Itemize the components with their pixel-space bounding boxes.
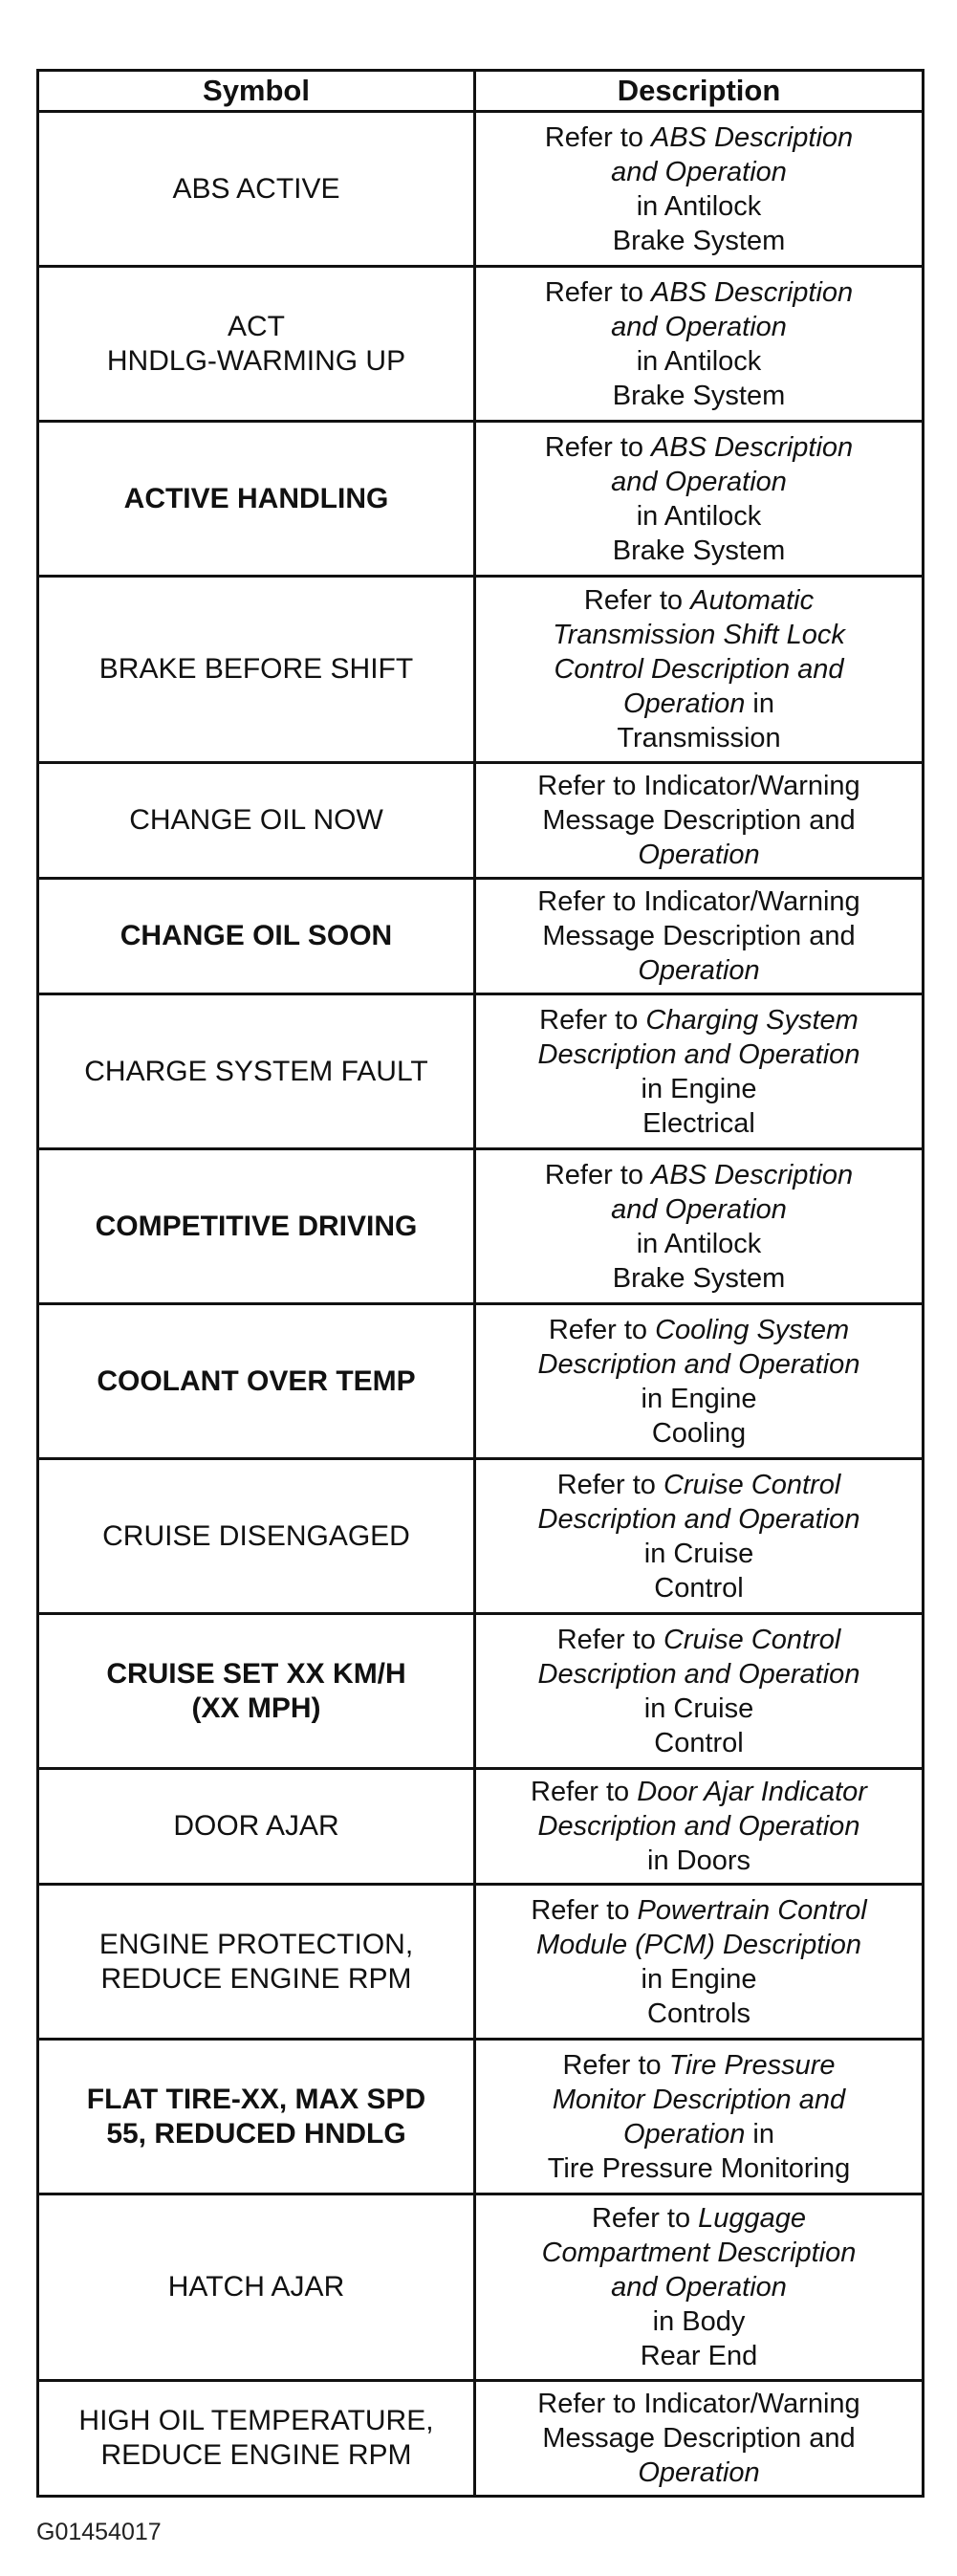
description-text: Refer to xyxy=(562,2049,669,2081)
table-row xyxy=(38,1614,924,1769)
description-cell xyxy=(475,763,924,879)
symbol-text: CHARGE SYSTEM FAULT xyxy=(84,1055,428,1087)
description-text: Description and Operation xyxy=(537,1503,860,1535)
description-text: Operation xyxy=(623,2118,746,2150)
description-text: and Operation xyxy=(611,311,787,342)
description-text: Monitor Description and xyxy=(552,2084,846,2115)
symbol-cell xyxy=(38,577,475,763)
symbol-cell xyxy=(38,267,475,422)
table-row xyxy=(38,1885,924,2040)
description-cell xyxy=(475,1459,924,1614)
description-text: Refer to xyxy=(583,585,691,616)
description-text: Rear End xyxy=(640,2341,758,2371)
description-text: Operation xyxy=(638,2457,760,2488)
description-text: and Operation xyxy=(611,2272,787,2303)
table-row xyxy=(38,2381,924,2497)
symbol-cell xyxy=(38,1614,475,1769)
symbol-text: HIGH OIL TEMPERATURE, xyxy=(78,2405,434,2436)
symbol-cell xyxy=(38,1769,475,1885)
description-text: Refer to xyxy=(544,121,652,153)
figure-code: G01454017 xyxy=(36,2519,162,2545)
symbol-text: REDUCE ENGINE RPM xyxy=(100,2439,412,2471)
symbol-text: DOOR AJAR xyxy=(173,1810,339,1842)
description-text: Refer to xyxy=(531,1894,638,1926)
table-row xyxy=(38,267,924,422)
description-text: Refer to xyxy=(544,276,652,308)
description-text: Brake System xyxy=(612,225,786,256)
description-cell xyxy=(475,112,924,267)
description-text: in Engine xyxy=(641,1073,757,1104)
description-text: in Body xyxy=(652,2306,746,2337)
table-row xyxy=(38,1304,924,1459)
table-row xyxy=(38,112,924,267)
symbol-text: BRAKE BEFORE SHIFT xyxy=(98,653,414,685)
description-text: Brake System xyxy=(612,380,786,411)
table-row xyxy=(38,422,924,577)
symbol-cell xyxy=(38,2194,475,2381)
description-cell xyxy=(475,994,924,1149)
description-text: Transmission Shift Lock xyxy=(553,620,845,650)
symbol-text: CHANGE OIL SOON xyxy=(120,920,393,951)
description-text: Door Ajar Indicator xyxy=(637,1777,867,1807)
description-cell xyxy=(475,1149,924,1304)
description-text: Message Description and xyxy=(542,805,856,836)
description-text: Control xyxy=(654,1572,744,1604)
description-text: Operation xyxy=(623,688,746,719)
description-text: Refer to Indicator/Warning xyxy=(537,886,860,917)
symbol-cell xyxy=(38,1149,475,1304)
symbol-text: HNDLG-WARMING UP xyxy=(106,344,406,377)
symbol-description-table xyxy=(36,69,924,2498)
description-text: in xyxy=(745,2118,774,2150)
symbol-text: 55, REDUCED HNDLG xyxy=(106,2117,406,2150)
description-text: Operation xyxy=(638,840,760,870)
description-text: Refer to Indicator/Warning xyxy=(537,2389,860,2419)
description-text: Brake System xyxy=(612,1262,786,1294)
table-row xyxy=(38,1149,924,1304)
table-row xyxy=(38,879,924,994)
symbol-text: ACTIVE HANDLING xyxy=(123,482,389,514)
description-text: in Cruise xyxy=(643,1692,754,1724)
description-text: Message Description and xyxy=(542,921,856,951)
symbol-text: REDUCE ENGINE RPM xyxy=(100,1962,412,1995)
description-cell xyxy=(475,1304,924,1459)
description-cell xyxy=(475,2381,924,2497)
table-row xyxy=(38,2194,924,2381)
description-text: in Antilock xyxy=(636,190,762,222)
description-cell xyxy=(475,422,924,577)
symbol-text: COMPETITIVE DRIVING xyxy=(95,1210,418,1242)
description-text: Brake System xyxy=(612,535,786,566)
description-text: in Engine xyxy=(641,1383,757,1414)
symbol-text: (XX MPH) xyxy=(191,1692,321,1724)
description-text: Automatic xyxy=(690,585,815,616)
description-text: Description and Operation xyxy=(537,1348,860,1380)
symbol-cell xyxy=(38,763,475,879)
symbol-text: ACT xyxy=(228,310,285,342)
description-text: Tire Pressure xyxy=(668,2049,836,2081)
symbol-text: ENGINE PROTECTION, xyxy=(98,1928,414,1960)
description-text: Cooling xyxy=(651,1417,747,1449)
description-text: Cooling System xyxy=(655,1314,850,1345)
table-row xyxy=(38,577,924,763)
description-text: Charging System xyxy=(645,1004,859,1036)
description-text: Tire Pressure Monitoring xyxy=(547,2152,851,2184)
description-text: Description and Operation xyxy=(537,1811,860,1842)
symbol-text: ABS ACTIVE xyxy=(172,172,340,205)
description-text: Controls xyxy=(647,1997,750,2029)
description-text: Electrical xyxy=(642,1107,755,1139)
symbol-text: CRUISE DISENGAGED xyxy=(102,1519,410,1552)
description-text: Refer to xyxy=(591,2203,699,2234)
description-text: Refer to xyxy=(556,1624,663,1655)
symbol-cell xyxy=(38,1459,475,1614)
description-text: in Antilock xyxy=(636,1228,762,1259)
description-text: and Operation xyxy=(611,1193,787,1225)
symbol-cell xyxy=(38,422,475,577)
description-cell xyxy=(475,1885,924,2040)
description-cell xyxy=(475,879,924,994)
symbol-text: COOLANT OVER TEMP xyxy=(97,1364,416,1397)
description-text: Powertrain Control xyxy=(637,1894,867,1926)
description-text: Message Description and xyxy=(542,2423,856,2454)
description-cell xyxy=(475,2040,924,2194)
table-header-row xyxy=(38,71,924,112)
header-description: Description xyxy=(475,71,924,112)
table-row xyxy=(38,1769,924,1885)
description-text: Transmission xyxy=(617,723,781,753)
table-row xyxy=(38,2040,924,2194)
description-text: Compartment Description xyxy=(541,2238,857,2268)
reference-table-container xyxy=(36,69,922,2498)
description-cell xyxy=(475,577,924,763)
description-cell xyxy=(475,1614,924,1769)
symbol-text: HATCH AJAR xyxy=(167,2271,345,2303)
description-text: Refer to Indicator/Warning xyxy=(537,771,860,801)
description-text: in Antilock xyxy=(636,345,762,377)
description-cell xyxy=(475,2194,924,2381)
description-text: ABS Description xyxy=(651,276,854,308)
description-cell xyxy=(475,267,924,422)
symbol-cell xyxy=(38,2040,475,2194)
symbol-text: CHANGE OIL NOW xyxy=(129,804,383,836)
table-body xyxy=(38,112,924,2497)
table-row xyxy=(38,1459,924,1614)
description-text: and Operation xyxy=(611,156,787,187)
description-text: in Doors xyxy=(647,1845,750,1876)
description-text: ABS Description xyxy=(651,431,854,463)
description-text: in xyxy=(745,688,774,719)
description-text: ABS Description xyxy=(651,1159,854,1190)
table-row xyxy=(38,994,924,1149)
symbol-cell xyxy=(38,2381,475,2497)
description-text: Refer to xyxy=(544,1159,652,1190)
description-text: in Antilock xyxy=(636,500,762,532)
description-text: Refer to xyxy=(539,1004,646,1036)
description-text: Refer to xyxy=(531,1777,638,1807)
description-text: Luggage xyxy=(698,2203,807,2234)
symbol-cell xyxy=(38,112,475,267)
description-text: Refer to xyxy=(548,1314,656,1345)
description-text: in Engine xyxy=(641,1963,757,1995)
description-text: Refer to xyxy=(556,1469,663,1500)
description-text: Operation xyxy=(638,955,760,986)
header-symbol: Symbol xyxy=(38,71,475,112)
description-text: in Cruise xyxy=(643,1538,754,1569)
description-cell xyxy=(475,1769,924,1885)
symbol-cell xyxy=(38,1304,475,1459)
description-text: and Operation xyxy=(611,466,787,497)
description-text: Control Description and xyxy=(554,654,844,685)
symbol-cell xyxy=(38,879,475,994)
description-text: Refer to xyxy=(544,431,652,463)
symbol-text: FLAT TIRE-XX, MAX SPD xyxy=(86,2083,426,2115)
table-row xyxy=(38,763,924,879)
symbol-cell xyxy=(38,994,475,1149)
symbol-cell xyxy=(38,1885,475,2040)
description-text: ABS Description xyxy=(651,121,854,153)
description-text: Description and Operation xyxy=(537,1038,860,1070)
description-text: Description and Operation xyxy=(537,1658,860,1690)
description-text: Cruise Control xyxy=(663,1624,841,1655)
symbol-text: CRUISE SET XX KM/H xyxy=(106,1657,406,1690)
description-text: Module (PCM) Description xyxy=(535,1929,862,1960)
description-text: Control xyxy=(654,1727,744,1758)
description-text: Cruise Control xyxy=(663,1469,841,1500)
